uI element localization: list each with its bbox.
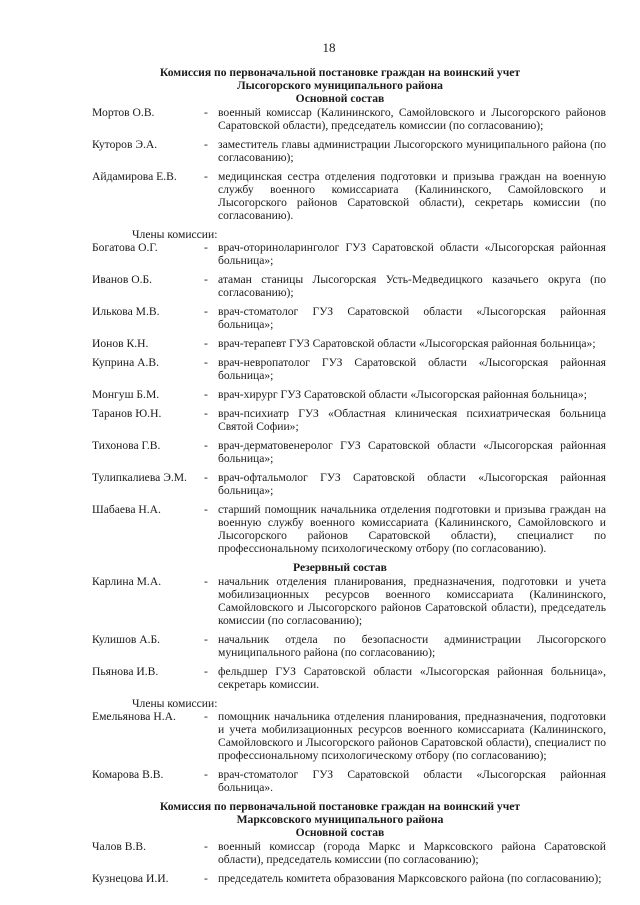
member-dash: - bbox=[204, 710, 208, 723]
member-dash: - bbox=[204, 575, 208, 588]
member-role: врач-офтальмолог ГУЗ Саратовской области «Лысогорская районная больница»; bbox=[218, 471, 606, 497]
member-role: медицинская сестра отделения подготовки и призыва граждан на военную службу военного комиссариата (Калининского, Самойловского и Лысогорского районов Саратовской области), секретарь комиссии (по согласованию). bbox=[218, 170, 606, 222]
member-name: Куторов Э.А. bbox=[92, 138, 158, 151]
member-role: врач-хирург ГУЗ Саратовской области «Лысогорская районная больница»; bbox=[218, 388, 587, 401]
member-dash: - bbox=[204, 407, 208, 420]
members-label: Члены комиссии: bbox=[132, 697, 218, 710]
member-dash: - bbox=[204, 305, 208, 318]
member-role: врач-психиатр ГУЗ «Областная клиническая психиатрическая больница Святой Софии»; bbox=[218, 407, 606, 433]
member-row bbox=[92, 575, 606, 627]
member-dash: - bbox=[204, 503, 208, 516]
member-dash: - bbox=[204, 273, 208, 286]
member-row bbox=[92, 503, 606, 555]
member-dash: - bbox=[204, 872, 208, 885]
member-role: заместитель главы администрации Лысогорского муниципального района (по согласованию); bbox=[218, 138, 606, 164]
member-row bbox=[92, 106, 606, 132]
member-row bbox=[92, 273, 606, 299]
page-number: 18 bbox=[322, 40, 336, 55]
member-role: председатель комитета образования Марксовского района (по согласованию); bbox=[218, 872, 602, 885]
member-dash: - bbox=[204, 633, 208, 646]
member-row bbox=[92, 665, 606, 691]
member-row bbox=[92, 471, 606, 497]
member-role: помощник начальника отделения планирования, предназначения, подготовки и учета мобилизационных ресурсов военного комиссариата (Калининского, Самойловского и Лысогорского районов Саратовской области), специалист по профессиональному психологическому отбору (по согласованию); bbox=[218, 710, 606, 762]
member-row bbox=[92, 872, 606, 885]
member-role: врач-невропатолог ГУЗ Саратовской области «Лысогорская районная больница»; bbox=[218, 356, 606, 382]
commission-title: Комиссия по первоначальной постановке граждан на воинский учет bbox=[159, 800, 521, 813]
member-dash: - bbox=[204, 356, 208, 369]
member-role: военный комиссар (Калининского, Самойловского и Лысогорского районов Саратовской области), председатель комиссии (по согласованию); bbox=[218, 106, 606, 132]
document-content bbox=[92, 66, 606, 885]
member-name: Таранов Ю.Н. bbox=[92, 407, 162, 420]
member-role: врач-стоматолог ГУЗ Саратовской области «Лысогорская районная больница». bbox=[218, 768, 606, 794]
member-name: Карлина М.А. bbox=[92, 575, 162, 588]
member-dash: - bbox=[204, 106, 208, 119]
member-role: фельдшер ГУЗ Саратовской области «Лысогорская районная больница», секретарь комиссии. bbox=[218, 665, 606, 691]
member-name: Кулишов А.Б. bbox=[92, 633, 161, 646]
members-label: Члены комиссии: bbox=[132, 228, 218, 241]
member-dash: - bbox=[204, 439, 208, 452]
member-row bbox=[92, 710, 606, 762]
reserve-composition-heading: Резервный состав bbox=[293, 561, 387, 574]
member-name: Иванов О.Б. bbox=[92, 273, 153, 286]
member-name: Айдамирова Е.В. bbox=[92, 170, 177, 183]
member-role: врач-дерматовенеролог ГУЗ Саратовской области «Лысогорская районная больница»; bbox=[218, 439, 606, 465]
member-name: Кузнецова И.И. bbox=[92, 872, 169, 885]
member-row bbox=[92, 407, 606, 433]
member-dash: - bbox=[204, 665, 208, 678]
member-name: Тихонова Г.В. bbox=[92, 439, 161, 452]
member-name: Монгуш Б.М. bbox=[92, 388, 160, 401]
member-role: атаман станицы Лысогорская Усть-Медведицкого казачьего округа (по согласованию); bbox=[218, 273, 606, 299]
commission-title: Комиссия по первоначальной постановке граждан на воинский учет bbox=[159, 66, 521, 79]
member-role: врач-терапевт ГУЗ Саратовской области «Лысогорская районная больница»; bbox=[218, 337, 596, 350]
member-dash: - bbox=[204, 337, 208, 350]
main-composition-heading: Основной состав bbox=[295, 92, 385, 105]
member-row bbox=[92, 138, 606, 164]
member-name: Тулипкалиева Э.М. bbox=[92, 471, 187, 484]
member-dash: - bbox=[204, 138, 208, 151]
member-role: начальник отделения планирования, предназначения, подготовки и учета мобилизационных ресурсов военного комиссариата (Калининского, Самойловского и Лысогорского районов Саратовской области), председатель комиссии (по согласованию); bbox=[218, 575, 606, 627]
member-dash: - bbox=[204, 388, 208, 401]
member-name: Пьянова И.В. bbox=[92, 665, 159, 678]
member-row bbox=[92, 337, 606, 350]
member-dash: - bbox=[204, 471, 208, 484]
member-row bbox=[92, 633, 606, 659]
member-name: Емельянова Н.А. bbox=[92, 710, 176, 723]
member-name: Куприна А.В. bbox=[92, 356, 160, 369]
member-role: военный комиссар (города Маркс и Марксовского района Саратовской области), председатель комиссии (по согласованию); bbox=[218, 840, 606, 866]
commission-title: Лысогорского муниципального района bbox=[237, 79, 443, 92]
member-row bbox=[92, 241, 606, 267]
member-name: Мортов О.В. bbox=[92, 106, 155, 119]
member-name: Ионов К.Н. bbox=[92, 337, 149, 350]
member-role: врач-стоматолог ГУЗ Саратовской области «Лысогорская районная больница»; bbox=[218, 305, 606, 331]
member-row bbox=[92, 305, 606, 331]
member-name: Чалов В.В. bbox=[92, 840, 147, 853]
member-row bbox=[92, 840, 606, 866]
member-row bbox=[92, 439, 606, 465]
member-role: начальник отдела по безопасности администрации Лысогорского муниципального района (по согласованию); bbox=[218, 633, 606, 659]
member-dash: - bbox=[204, 241, 208, 254]
main-composition-heading: Основной состав bbox=[295, 826, 385, 839]
member-role: врач-оториноларинголог ГУЗ Саратовской области «Лысогорская районная больница»; bbox=[218, 241, 606, 267]
member-name: Шабаева Н.А. bbox=[92, 503, 161, 516]
member-dash: - bbox=[204, 768, 208, 781]
member-row bbox=[92, 768, 606, 794]
member-name: Богатова О.Г. bbox=[92, 241, 158, 254]
member-name: Илькова М.В. bbox=[92, 305, 160, 318]
member-role: старший помощник начальника отделения подготовки и призыва граждан на военную службу военного комиссариата (Калининского, Самойловского и Лысогорского районов Саратовской области), специалист по профессиональному психологическому отбору (по согласованию). bbox=[218, 503, 606, 555]
member-row bbox=[92, 170, 606, 222]
member-dash: - bbox=[204, 170, 208, 183]
commission-title: Марксовского муниципального района bbox=[236, 813, 444, 826]
member-dash: - bbox=[204, 840, 208, 853]
member-name: Комарова В.В. bbox=[92, 768, 164, 781]
member-row bbox=[92, 356, 606, 382]
member-row bbox=[92, 388, 606, 401]
